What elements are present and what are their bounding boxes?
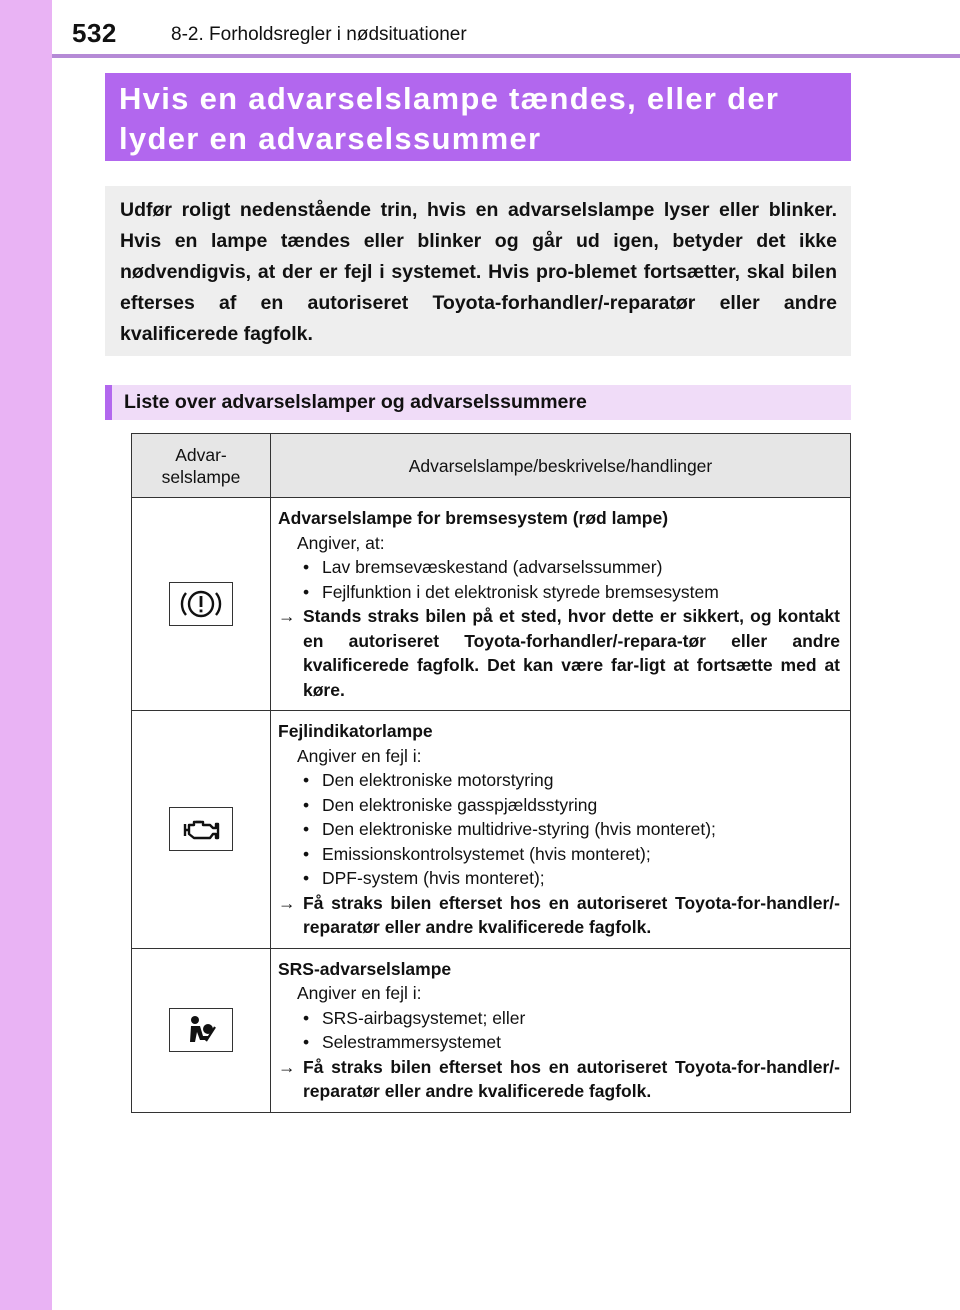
lamp-title: Fejlindikatorlampe <box>278 721 433 741</box>
header-description: Advarselslampe/beskrivelse/handlinger <box>271 434 851 498</box>
header-rule <box>52 54 960 58</box>
list-item: • SRS-airbagsystemet; eller <box>303 1007 526 1028</box>
header-lamp: Advar-selslampe <box>132 434 271 498</box>
lamp-title: SRS-advarselslampe <box>278 958 452 979</box>
page-title: Hvis en advarselslampe tændes, eller der lyder en advarselssummer <box>105 73 851 161</box>
lamp-intro: Angiver, at: <box>297 532 385 553</box>
list-item: • Fejlfunktion i det elektronisk styrede bremsesystem <box>303 581 719 602</box>
list-subheading: Liste over advarselslamper og advarselssummere <box>105 385 851 420</box>
lamp-action: → Få straks bilen efterset hos en autoriseret Toyota-for-handler/-reparatør eller andre kvalificerede fagfolk. <box>278 1055 840 1104</box>
arrow-right-icon: → <box>278 892 296 913</box>
engine-check-icon <box>169 807 233 851</box>
intro-text: Udfør roligt nedenstående trin, hvis en advarselslampe lyser eller blinker. Hvis en lampe tændes eller blinker og går ud igen, betyder det ikke nødvendigvis, at der er fejl i systemet. Hvis pro-blemet fortsætter, skal bilen efterses af en autoriseret Toyota-forhandler/-reparatør eller andre kvalificerede fagfolk. <box>105 186 851 356</box>
srs-airbag-icon <box>169 1008 233 1052</box>
description-cell <box>271 711 851 949</box>
arrow-right-icon: → <box>278 606 296 626</box>
table-header-row <box>132 434 851 498</box>
page-number: 532 <box>72 18 117 48</box>
lamp-action: → Stands straks bilen på et sted, hvor dette er sikkert, og kontakt en autoriseret Toyota-forhandler/-repara-tør eller andre kvalificerede fagfolk. Det kan være far-ligt at fortsætte med at køre. <box>278 604 840 702</box>
list-item: • Selestrammersystemet <box>303 1032 501 1052</box>
lamp-action: → Få straks bilen efterset hos en autoriseret Toyota-for-handler/-reparatør eller andre kvalificerede fagfolk. <box>278 891 840 940</box>
description-cell <box>271 948 851 1112</box>
list-item: • DPF-system (hvis monteret); <box>303 868 545 888</box>
warning-lamp-table <box>131 433 851 1113</box>
lamp-cell <box>132 498 271 711</box>
table-row <box>132 711 851 949</box>
side-tab-strip <box>0 0 52 1310</box>
lamp-title: Advarselslampe for bremsesystem (rød lampe) <box>278 508 669 528</box>
brake-warning-icon <box>169 582 233 626</box>
list-item: • Den elektroniske gasspjældsstyring <box>303 794 598 815</box>
list-item: • Den elektroniske multidrive-styring (hvis monteret); <box>303 819 716 839</box>
list-item: • Lav bremsevæskestand (advarselssummer) <box>303 557 663 577</box>
lamp-intro: Angiver en fejl i: <box>297 983 422 1003</box>
list-item: • Den elektroniske motorstyring <box>303 770 554 790</box>
lamp-cell <box>132 711 271 949</box>
list-item: • Emissionskontrolsystemet (hvis monteret); <box>303 843 651 864</box>
lamp-intro: Angiver en fejl i: <box>297 745 422 766</box>
lamp-cell <box>132 948 271 1112</box>
table-row <box>132 948 851 1112</box>
section-path: 8-2. Forholdsregler i nødsituationer <box>171 24 467 45</box>
arrow-right-icon: → <box>278 1056 296 1077</box>
table-row <box>132 498 851 711</box>
description-cell <box>271 498 851 711</box>
